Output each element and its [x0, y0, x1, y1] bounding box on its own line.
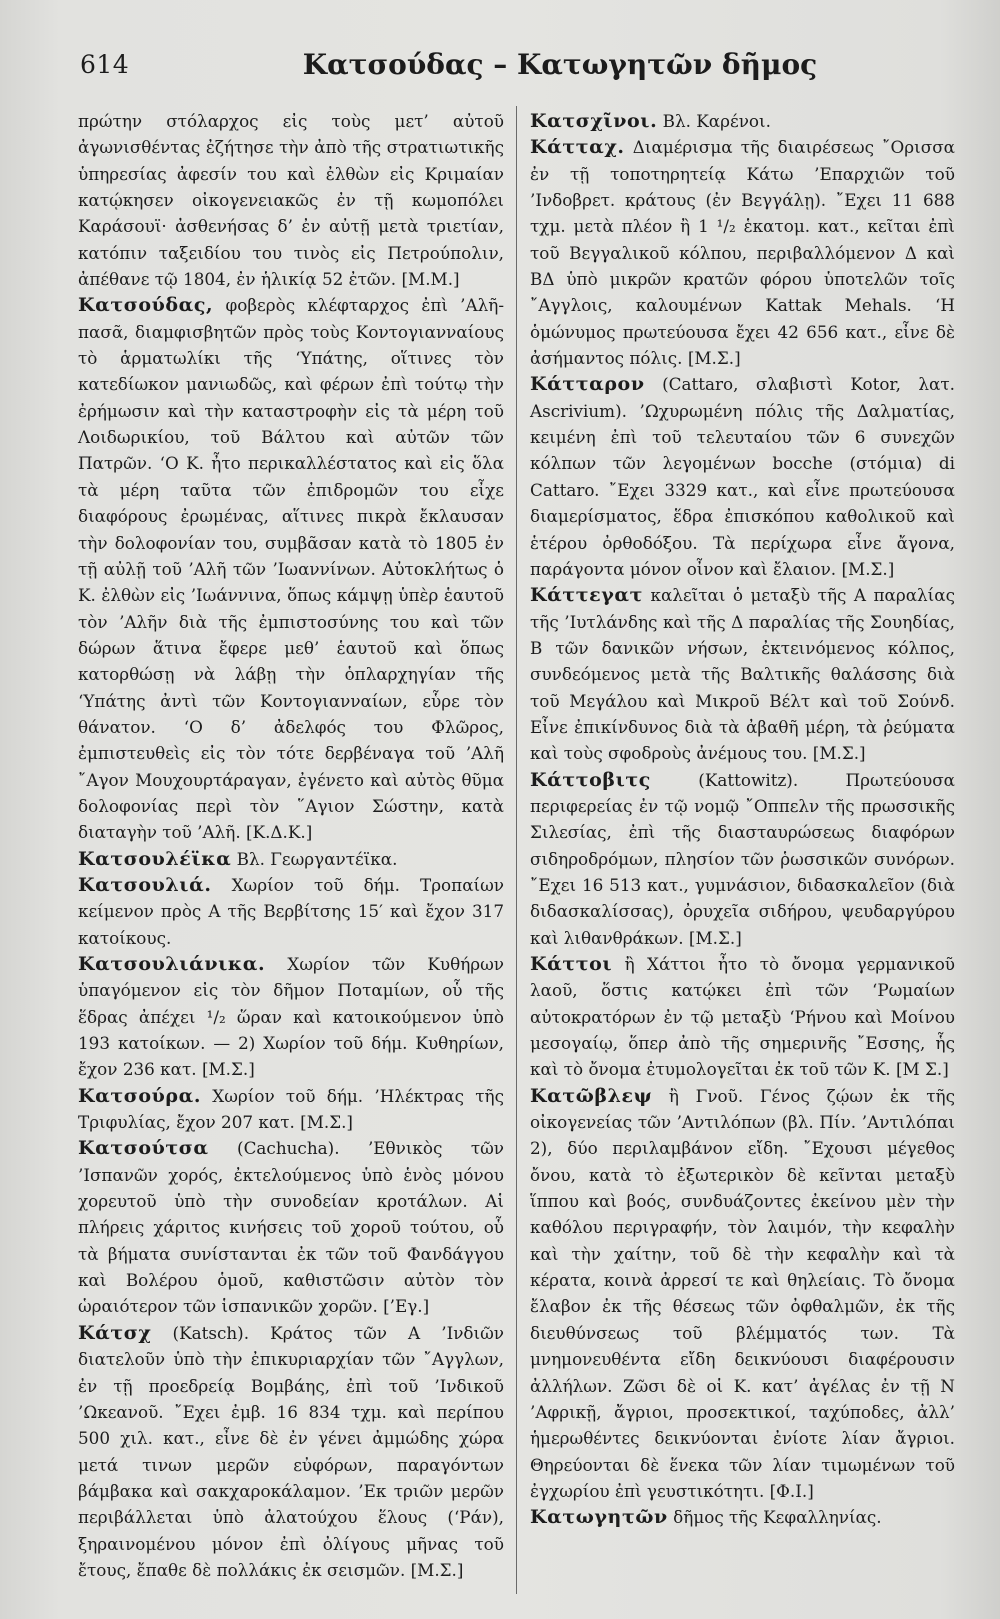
- entry-headword: Κατσχῖνοι.: [530, 110, 658, 132]
- dictionary-entry: [78, 1320, 504, 1583]
- entry-headword: Κατσούδας,: [78, 294, 214, 317]
- dictionary-entry: [78, 1083, 504, 1136]
- dictionary-entry: [530, 1504, 955, 1530]
- right-column: [530, 108, 955, 1531]
- entry-headword: Κατωγητῶν: [530, 1506, 668, 1529]
- entry-headword: Κατσουλιάνικα.: [78, 953, 266, 975]
- dictionary-entry: [78, 108, 504, 292]
- dictionary-entry: [78, 951, 504, 1083]
- entry-headword: Κατσουλιά.: [78, 873, 212, 896]
- entry-text: ἢ Γνοῦ. Γένος ζῴων ἐκ τῆς οἰκογενείας τῶν ’Αντιλόπων (βλ. Πίν. ’Αντιλόπαι 2), δύο περιλαμβάνον εἴδη. ῎Εχουσι μέγεθος ὄνου, κατὰ τὸ ἐξωτερικὸν δὲ κεῖνται μεταξὺ ἵππου καὶ βοός, συνδυάζοντες ἐκείνου μὲν τὴν καθόλου περιγραφήν, τὸν λαιμόν, τὴν κεφαλὴν καὶ τὴν χαίτην, τοῦ δὲ τὴν κεφαλὴν καὶ τὰ κέρατα, κοινὰ ἀρρεσί τε καὶ θηλείαις. Τὸ ὄνομα ἔλαβον ἐκ τῆς θέσεως τῶν ὀφθαλμῶν, ἐκ τῆς διευθύνσεως τοῦ βλέμματός των. Τὰ μνημονευθέντα εἴδη δεικνύουσι διαφέρουσιν ἀλλήλων. Ζῶσι δὲ οἱ Κ. κατ’ ἀγέλας ἐν τῇ Ν ’Αφρικῇ, ἄγριοι, προσεκτικοί, ταχύποδες, ἀλλ’ ἡμερωθέντες δεικνύονται ἐνίοτε λίαν ἄγριοι. Θηρεύονται δὲ ἕνεκα τῶν λίαν τιμωμένων τοῦ ἐγχωρίου ἐπὶ γευστικότητι. [Φ.Ι.]: [530, 1085, 955, 1501]
- dictionary-entry: [530, 134, 955, 371]
- entry-text: καλεῖται ὁ μεταξὺ τῆς Α παραλίας τῆς ’Ιυτλάνδης καὶ τῆς Δ παραλίας τῆς Σουηδίας, Β τῶν δανικῶν νήσων, ἐκτεινόμενος κόλπος, συνδεόμενος μετὰ τῆς Βαλτικῆς θαλάσσης διὰ τοῦ Μεγάλου καὶ Μικροῦ Βέλτ καὶ τοῦ Σούνδ. Εἶνε ἐπικίνδυνος διὰ τὰ ἀβαθῆ μέρη, τὰ ῥεύματα καὶ τοὺς σφοδροὺς ἀνέμους του. [Μ.Σ.]: [530, 585, 955, 764]
- dictionary-entry: [530, 582, 955, 766]
- dictionary-entry: [78, 292, 504, 845]
- dictionary-entry: [530, 1083, 955, 1505]
- entry-text: (Katsch). Κράτος τῶν Α ’Ινδιῶν διατελοῦν ὑπὸ τὴν ἐπικυριαρχίαν τῶν ῎Αγγλων, ἐν τῇ προεδρείᾳ Βομβάης, ἐπὶ τοῦ ’Ινδικοῦ ’Ωκεανοῦ. ῎Εχει ἐμβ. 16 834 τχμ. καὶ περίπου 500 χιλ. κατ., εἶνε δὲ ἐν γένει ἀμμώδης χώρα μετά τινων μερῶν εὐφόρων, παραγόντων βάμβακα καὶ σακχαροκάλαμον. ’Εκ τριῶν μερῶν περιβάλλεται ὑπὸ ἁλατούχου ἕλους (‘Ράν), ξηραινομένου μόνον ἐπὶ ὀλίγους μῆνας τοῦ ἔτους, ἔπαθε δὲ πολλάκις ἐκ σεισμῶν. [Μ.Σ.]: [78, 1322, 504, 1580]
- entry-headword: Κατσούρα.: [78, 1084, 202, 1107]
- dictionary-entry: [78, 846, 504, 872]
- entry-text: (Kattowitz). Πρωτεύουσα περιφερείας ἐν τῷ νομῷ ῎Οππελν τῆς πρωσσικῆς Σιλεσίας, ἐπὶ τῆς διασταυρώσεως διαφόρων σιδηροδρόμων, πλησίον τῶν ῥωσσικῶν συνόρων. ῎Εχει 16 513 κατ., γυμνάσιον, διδασκαλεῖον (διὰ διδασκαλίσσας), ὀρυχεῖα σιδήρου, ψευδαργύρου καὶ λιθανθράκων. [Μ.Σ.]: [530, 769, 955, 948]
- running-head: Κατσούδας – Κατωγητῶν δῆμος: [302, 48, 818, 81]
- dictionary-entry: [530, 371, 955, 582]
- entry-text: ἢ Χάττοι ἦτο τὸ ὄνομα γερμανικοῦ λαοῦ, ὅστις κατῴκει ἐπὶ τῶν ‘Ρωμαίων αὐτοκρατόρων ἐν τῷ μεταξὺ ‘Ρήνου καὶ Μοίνου μεσογαίῳ, ὅπερ ἀπὸ τῆς σημερινῆς ῎Εσσης, ἧς καὶ τὸ ὄνομα ἐτυμολογεῖται ἐκ τοῦ τῶν Κ. [Μ Σ.]: [530, 954, 955, 1080]
- entry-headword: Κάττοι: [530, 953, 613, 975]
- dictionary-entry: [530, 951, 955, 1083]
- entry-text: φοβερὸς κλέφταρχος ἐπὶ ’Αλῆ-πασᾶ, διαμφισβητῶν πρὸς τοὺς Κοντογιανναίους τὸ ἁρματωλίκι τῆς ‘Υπάτης, οἵτινες τὸν κατεδίωκον μανιωδῶς, καὶ φέρων ἐπὶ τούτῳ τὴν ἐρήμωσιν καὶ τὴν καταστροφὴν εἰς τὰ μέρη τοῦ Λοιδωρικίου, τοῦ Βάλτου καὶ αὐτῶν τῶν Πατρῶν. ‘Ο Κ. ἦτο περικαλλέστατος καὶ εἰς ὅλα τὰ μέρη ταῦτα τῶν ἐπιδρομῶν του εἶχε διαφόρους ἐρωμένας, αἵτινες πικρὰ ἔκλαυσαν τὴν δολοφονίαν του, συμβᾶσαν κατὰ τὸ 1805 ἐν τῇ αὐλῇ τοῦ ’Αλῆ τῶν ’Ιωαννίνων. Αὐτοκλήτως ὁ Κ. ἐλθὼν εἰς ’Ιωάννινα, ὅπως κάμψῃ ὑπὲρ ἑαυτοῦ τὸν ’Αλῆν διὰ τῆς ἐμπιστοσύνης του καὶ τῶν δώρων ἅτινα ἔφερε μεθ’ ἑαυτοῦ καὶ ὅπως κατορθώσῃ νὰ λάβῃ τὴν ὁπλαρχηγίαν τῆς ‘Υπάτης ἀντὶ τῶν Κοντογιανναίων, εὗρε τὸν θάνατον. ‘Ο δ’ ἀδελφός του Φλῶρος, ἐμπιστευθεὶς εἰς τὸν τότε δερβέναγα τοῦ ’Αλῆ ῎Αγον Μουχουρτάραγαν, ἐγένετο καὶ αὐτὸς θῦμα δολοφονίας περὶ τὸν ῞Αγιον Σώστην, κατὰ διαταγὴν τοῦ ’Αλῆ. [Κ.Δ.Κ.]: [78, 295, 504, 843]
- entry-headword: Κατῶβλεψ: [530, 1084, 653, 1107]
- entry-text: Χωρίον τῶν Κυθήρων ὑπαγόμενον εἰς τὸν δῆμον Ποταμίων, οὗ τῆς ἕδρας ἀπέχει ¹/₂ ὥραν καὶ κατοικούμενον ὑπὸ 193 κατοίκων. — 2) Χωρίον τοῦ δήμ. Κυθηρίων, ἔχον 236 κατ. [Μ.Σ.]: [78, 954, 504, 1080]
- entry-headword: Κατσούτσα: [78, 1137, 209, 1160]
- entry-text: Βλ. Καρένοι.: [657, 111, 771, 131]
- entry-headword: Κάτταρον: [530, 373, 645, 396]
- dictionary-entry: [530, 108, 955, 134]
- entry-headword: Κατσουλέϊκα: [78, 847, 232, 870]
- entry-text: Χωρίον τοῦ δήμ. Τροπαίων κείμενον πρὸς Α τῆς Βερβίτσης 15′ καὶ ἔχον 317 κατοίκους.: [78, 874, 504, 948]
- entry-headword: Κάττοβιτς: [530, 768, 651, 791]
- column-divider: [516, 106, 517, 1594]
- entry-headword: Κάττεγατ: [530, 584, 644, 607]
- dictionary-entry: [78, 1135, 504, 1319]
- entry-text: (Cattaro, σλαβιστὶ Kotor, λατ. Ascrivium). ’Ωχυρωμένη πόλις τῆς Δαλματίας, κειμένη ἐπὶ τοῦ τελευταίου τῶν 6 συνεχῶν κόλπων τῶν λεγομένων bocche (στόμια) di Cattaro. ῎Εχει 3329 κατ., καὶ εἶνε πρωτεύουσα διαμερίσματος, ἕδρα ἐπισκόπου καθολικοῦ καὶ ἑτέρου ὀρθοδόξου. Τὰ περίχωρα εἶνε ἄγονα, παράγοντα μόνον οἶνον καὶ ἔλαιον. [Μ.Σ.]: [530, 374, 955, 579]
- entry-text: Διαμέρισμα τῆς διαιρέσεως ῎Ορισσα ἐν τῇ τοποτηρητείᾳ Κάτω ’Επαρχιῶν τοῦ ’Ινδοβρετ. κράτους (ἐν Βεγγάλῃ). ῎Εχει 11 688 τχμ. μετὰ πλέον ἢ 1 ¹/₂ ἑκατομ. κατ., κεῖται ἐπὶ τοῦ Βεγγαλικοῦ κόλπου, περιβαλλόμενον Δ καὶ ΒΔ ὑπὸ μικρῶν κρατῶν φόρου ὑποτελῶν τοῖς ῎Αγγλοις, καλουμένων Kattak Mehals. ‘Η ὁμώνυμος πρωτεύουσα ἔχει 42 656 κατ., εἶνε δὲ ἀσήμαντος πόλις. [Μ.Σ.]: [530, 137, 955, 369]
- entry-text: Χωρίον τοῦ δήμ. ’Ηλέκτρας τῆς Τριφυλίας, ἔχον 207 κατ. [Μ.Σ.]: [78, 1085, 504, 1133]
- entry-text: (Cachucha). ’Εθνικὸς τῶν ’Ισπανῶν χορός, ἐκτελούμενος ὑπὸ ἑνὸς μόνου χορευτοῦ ὑπὸ τὴν συνοδείαν κροτάλων. Αἱ πλήρεις χάριτος κινήσεις τοῦ χοροῦ τούτου, οὗ τὰ βήματα συνίστανται ἐκ τῶν τοῦ Φανδάγγου καὶ Βολέρου ὁμοῦ, καθιστῶσιν αὐτὸν τὸν ὡραιότερον τῶν ἱσπανικῶν χορῶν. [’Εγ.]: [78, 1138, 504, 1317]
- entry-headword: Κάτταχ.: [530, 136, 625, 159]
- entry-text: πρώτην στόλαρχος εἰς τοὺς μετ’ αὐτοῦ ἀγωνισθέντας ἐζήτησε τὴν ἀπὸ τῆς στρατιωτικῆς ὑπηρεσίας ἀφεσίν του καὶ ἐλθὼν εἰς Κριμαίαν κατῴκησεν οἰκογενειακῶς ἐν τῇ κωμοπόλει Καράσουϊ· ἀσθενήσας δ’ ἐν αὐτῇ μετὰ τριετίαν, κατόπιν ταξειδίου του τινὸς εἰς Πετρούπολιν, ἀπέθανε τῷ 1804, ἐν ἡλικίᾳ 52 ἐτῶν. [Μ.Μ.]: [78, 111, 504, 290]
- entry-text: δῆμος τῆς Κεφαλληνίας.: [667, 1507, 882, 1528]
- left-column: [78, 108, 504, 1583]
- entry-text: Βλ. Γεωργαντέϊκα.: [231, 848, 398, 869]
- dictionary-entry: [530, 767, 955, 951]
- page-header: [80, 46, 960, 86]
- entry-headword: Κάτσχ: [78, 1321, 152, 1344]
- page-number: 614: [80, 50, 130, 79]
- dictionary-entry: [78, 872, 504, 951]
